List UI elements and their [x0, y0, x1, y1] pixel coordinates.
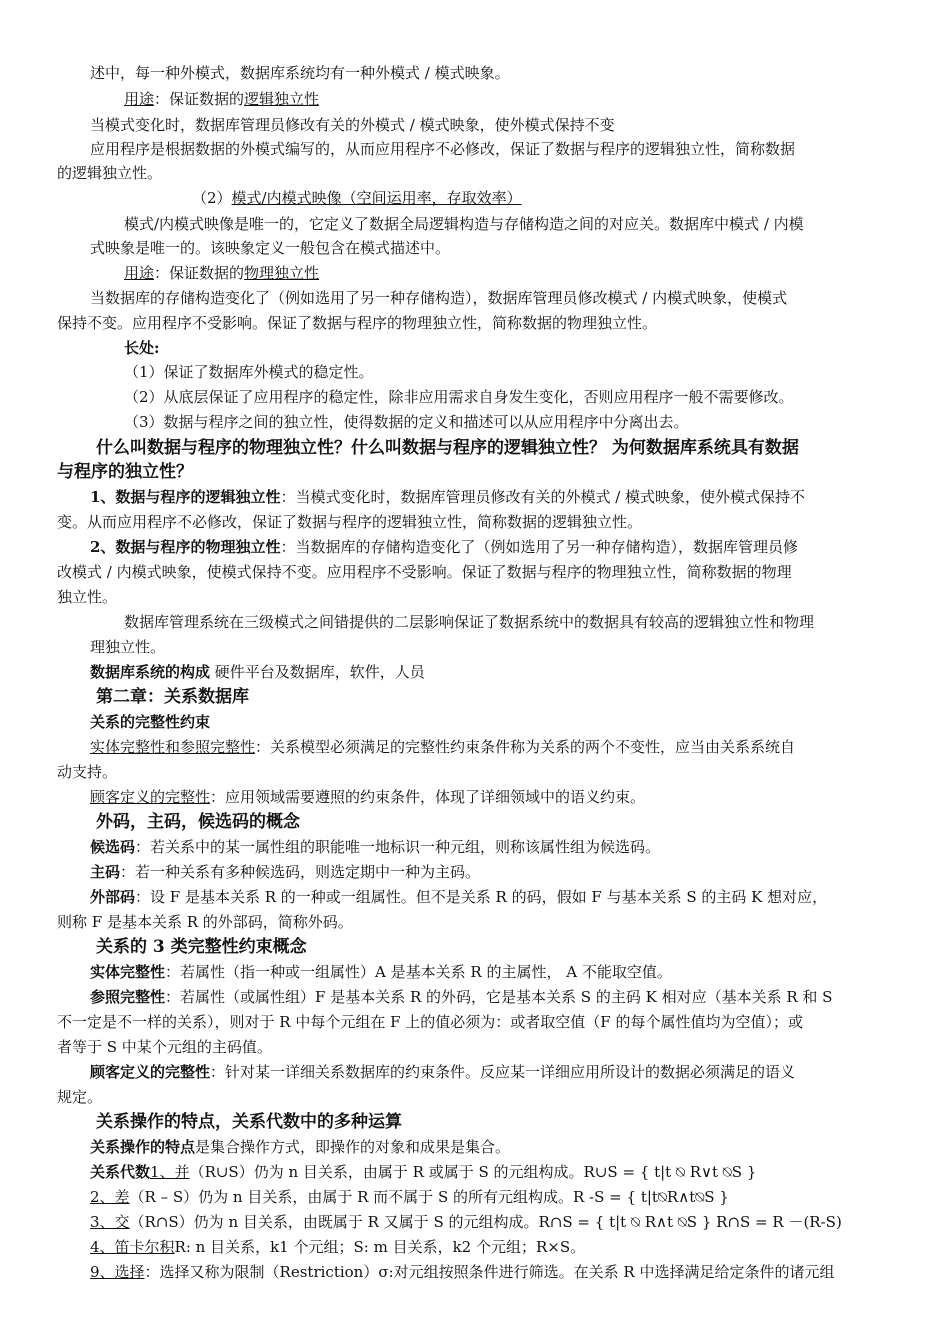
usage-text: ：保证数据的 [154, 90, 245, 108]
operation-line [90, 1238, 585, 1256]
text-line: 述中，每一种外模式，数据库系统均有一种外模式 / 模式映象。 [90, 64, 510, 82]
usage-term: 物理独立性 [244, 264, 320, 282]
definition-term: 主码 [90, 863, 121, 881]
section-heading: 关系的 3 类完整性约束概念 [96, 937, 307, 957]
definition-line [90, 738, 795, 756]
section-heading: 与程序的独立性？ [57, 462, 193, 482]
definition-term: 外部码 [90, 888, 136, 906]
operation-text: （R∩S）仍为 n 目关系，由既属于 R 又属于 S 的元组构成。R∩S = { t|t ⍉ R∧t ⍉S } R∩S = R －(R-S) [129, 1213, 842, 1231]
definition-text: ：当模式变化时，数据库管理员修改有关的外模式 / 模式映象，使外模式保持不 [280, 488, 806, 506]
text-line: 不一定是不一样的关系），则对于 R 中每个元组在 F 上的值必须为：或者取空值（F 的每个属性值均为空值）；或 [57, 1013, 803, 1031]
operation-text: R: n 目关系，k1 个元组；S: m 目关系，k2 个元组；R×S。 [174, 1238, 586, 1256]
list-item: （1）保证了数据库外模式的稳定性。 [124, 363, 374, 381]
definition-line [90, 538, 798, 556]
operation-name: 9、选择 [90, 1263, 145, 1281]
usage-line [124, 90, 319, 108]
text-line: 模式/内模式映像是唯一的，它定义了数据全局逻辑构造与存储构造之间的对应关。数据库中模式 / 内模 [124, 215, 804, 233]
definition-line [90, 663, 425, 681]
text-line: 应用程序是根据数据的外模式编写的，从而应用程序不必修改，保证了数据与程序的逻辑独立性，简称数据 [90, 140, 796, 158]
text-line: 者等于 S 中某个元组的主码值。 [57, 1038, 272, 1056]
definition-term: 关系代数 [90, 1163, 151, 1181]
definition-term: 参照完整性 [90, 988, 166, 1006]
definition-line [90, 988, 832, 1006]
text-line: 变。从而应用程序不必修改，保证了数据与程序的逻辑独立性，简称数据的逻辑独立性。 [57, 513, 643, 531]
definition-text: ：若属性（指一种或一组属性）A 是基本关系 R 的主属性， A 不能取空值。 [165, 963, 672, 981]
list-item: （2）从底层保证了应用程序的稳定性，除非应用需求自身发生变化，否则应用程序一般不需要修改。 [124, 388, 794, 406]
section-heading: 关系操作的特点，关系代数中的多种运算 [96, 1112, 402, 1132]
definition-text: ：若一种关系有多种候选码，则选定期中一种为主码。 [120, 863, 481, 881]
definition-line [90, 488, 805, 506]
usage-text: ：保证数据的 [154, 264, 245, 282]
list-item: （3）数据与程序之间的独立性，使得数据的定义和描述可以从应用程序中分离出去。 [124, 413, 689, 431]
definition-term: 顾客定义的完整性 [90, 788, 211, 806]
text-line: 数据库管理系统在三级模式之间错提供的二层影响保证了数据系统中的数据具有较高的逻辑独立性和物理 [124, 613, 815, 631]
definition-term: 候选码 [90, 838, 136, 856]
text-line: 保持不变。应用程序不受影响。保证了数据与程序的物理独立性，简称数据的物理独立性。 [57, 314, 658, 332]
text-line: 改模式 / 内模式映象，使模式保持不变。应用程序不受影响。保证了数据与程序的物理独立性，简称数据的物理 [57, 563, 792, 581]
definition-term: 数据库系统的构成 [90, 663, 211, 681]
definition-line [90, 788, 645, 806]
definition-text: ：当数据库的存储构造变化了（例如选用了另一种存储构造），数据库管理员修 [280, 538, 798, 556]
operation-line [90, 1213, 842, 1231]
subheading-text: 模式/内模式映像（空间运用率，存取效率） [231, 189, 522, 207]
text-line: 当模式变化时，数据库管理员修改有关的外模式 / 模式映象，使外模式保持不变 [90, 116, 615, 134]
operation-text: （R∪S）仍为 n 目关系，由属于 R 或属于 S 的元组构成。R∪S = { t|t ⍉ R∨t ⍉S } [189, 1163, 757, 1181]
text-line: 理独立性。 [90, 638, 166, 656]
usage-line [124, 264, 319, 282]
chapter-heading: 第二章：关系数据库 [96, 687, 249, 707]
definition-term: 1、数据与程序的逻辑独立性 [90, 488, 281, 506]
text-line: 规定。 [57, 1088, 103, 1106]
definition-line [90, 963, 672, 981]
subheading-line [192, 189, 522, 207]
text-line: 独立性。 [57, 588, 118, 606]
definition-text: ：若关系中的某一属性组的职能唯一地标识一种元组，则称该属性组为候选码。 [135, 838, 661, 856]
text-line: 的逻辑独立性。 [57, 164, 163, 182]
section-heading: 外码，主码，候选码的概念 [96, 812, 300, 832]
definition-line [90, 888, 827, 906]
definition-term: 实体完整性和参照完整性 [90, 738, 256, 756]
definition-line [90, 838, 660, 856]
definition-term: 关系操作的特点 [90, 1138, 196, 1156]
subheading-number: （2） [192, 189, 232, 207]
definition-term: 2、数据与程序的物理独立性 [90, 538, 281, 556]
definition-text: 硬件平台及数据库，软件，人员 [210, 663, 425, 681]
operation-line [90, 1163, 756, 1181]
usage-term: 逻辑独立性 [244, 90, 320, 108]
text-line: 则称 F 是基本关系 R 的外部码，简称外码。 [57, 913, 353, 931]
subsection-heading: 关系的完整性约束 [90, 713, 211, 731]
operation-line [90, 1263, 834, 1281]
definition-term: 实体完整性 [90, 963, 166, 981]
definition-text: ：设 F 是基本关系 R 的一种或一组属性。但不是关系 R 的码，假如 F 与基本关系 S 的主码 K 想对应， [135, 888, 828, 906]
operation-text: ：选择又称为限制（Restriction）σ:对元组按照条件进行筛选。在关系 R 中选择满足给定条件的诸元组 [144, 1263, 835, 1281]
operation-name: 4、笛卡尔积 [90, 1238, 175, 1256]
definition-text: ：针对某一详细关系数据库的约束条件。反应某一详细应用所设计的数据必须满足的语义 [210, 1063, 796, 1081]
operation-text: （R – S）仍为 n 目关系，由属于 R 而不属于 S 的所有元组构成。R -S = { t|t⍉R∧t⍉S } [129, 1188, 729, 1206]
definition-text: ：关系模型必须满足的完整性约束条件称为关系的两个不变性，应当由关系系统自 [255, 738, 796, 756]
section-heading: 什么叫数据与程序的物理独立性？什么叫数据与程序的逻辑独立性？ 为何数据库系统具有数据 [96, 438, 799, 458]
text-line: 当数据库的存储构造变化了（例如选用了另一种存储构造），数据库管理员修改模式 / 内模式映象，使模式 [90, 289, 788, 307]
definition-line [90, 1063, 795, 1081]
usage-label: 用途 [124, 264, 155, 282]
operation-line [90, 1188, 729, 1206]
definition-term: 顾客定义的完整性 [90, 1063, 211, 1081]
definition-text: ：若属性（或属性组）F 是基本关系 R 的外码，它是基本关系 S 的主码 K 相对应（基本关系 R 和 S [165, 988, 833, 1006]
usage-label: 用途 [124, 90, 155, 108]
definition-line [90, 1138, 510, 1156]
definition-line [90, 863, 480, 881]
definition-text: 是集合操作方式，即操作的对象和成果是集合。 [195, 1138, 511, 1156]
text-line: 动支持。 [57, 763, 118, 781]
definition-text: ：应用领域需要遵照的约束条件，体现了详细领域中的语义约束。 [210, 788, 646, 806]
operation-name: 1、并 [150, 1163, 190, 1181]
advantages-label: 长处: [124, 339, 160, 357]
operation-name: 3、交 [90, 1213, 130, 1231]
operation-name: 2、差 [90, 1188, 130, 1206]
text-line: 式映象是唯一的。该映象定义一般包含在模式描述中。 [90, 239, 451, 257]
